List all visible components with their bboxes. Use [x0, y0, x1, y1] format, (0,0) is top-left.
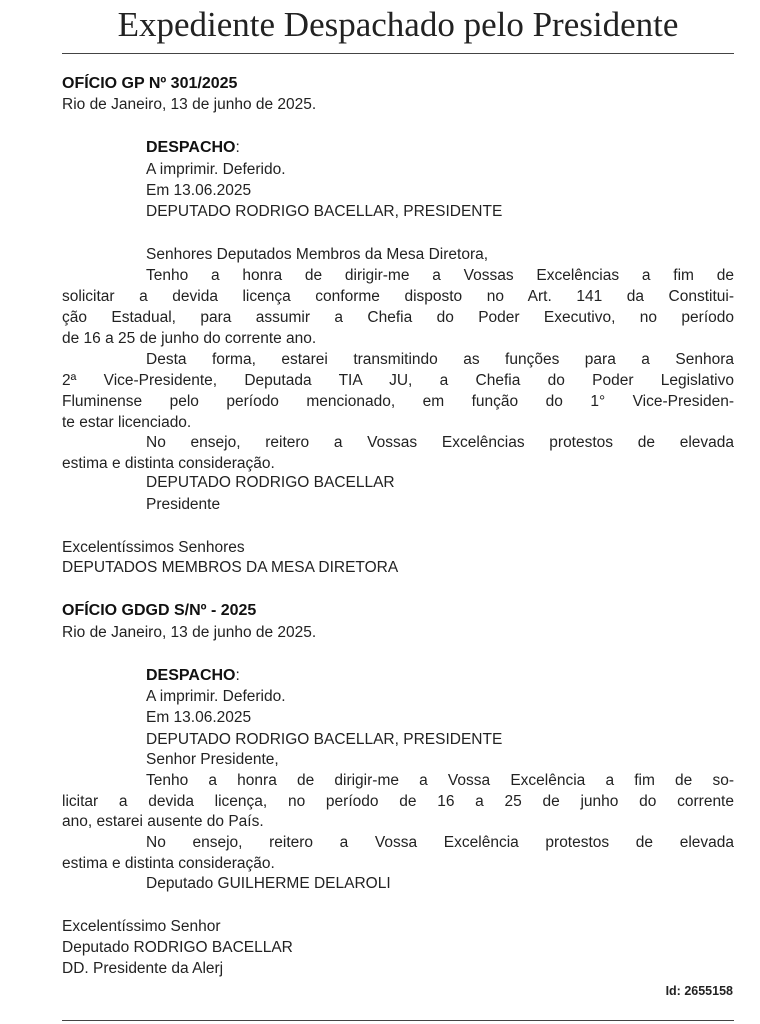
oficio-2-number: OFÍCIO GDGD S/Nº - 2025 [62, 602, 257, 619]
oficio-1-body-line: 2ª Vice-Presidente, Deputada TIA JU, a Chefia do Poder Legislativo [62, 372, 734, 389]
oficio-1-body-line: Desta forma, estarei transmitindo as funções para a Senhora [146, 351, 734, 368]
oficio-2-body-line: estima e distinta consideração. [62, 855, 275, 872]
oficio-1-despacho-heading [146, 137, 240, 158]
oficio-1-body-line: de 16 a 25 de junho do corrente ano. [62, 330, 317, 347]
oficio-2-despacho-line: Em 13.06.2025 [146, 709, 252, 726]
oficio-1-addressee-line: Excelentíssimos Senhores [62, 539, 245, 556]
oficio-2-despacho-label: DESPACHO [146, 667, 236, 684]
footer-divider [62, 1020, 734, 1021]
oficio-2-despacho-colon: : [235, 667, 240, 684]
oficio-1-despacho-line: A imprimir. Deferido. [146, 161, 286, 178]
oficio-1-addressee-line: DEPUTADOS MEMBROS DA MESA DIRETORA [62, 559, 399, 576]
oficio-1-place-date: Rio de Janeiro, 13 de junho de 2025. [62, 96, 317, 113]
oficio-1-body-line: te estar licenciado. [62, 414, 192, 431]
oficio-1-body-line: estima e distinta consideração. [62, 455, 275, 472]
oficio-1-number: OFÍCIO GP Nº 301/2025 [62, 75, 238, 92]
oficio-1-signature-title: Presidente [146, 496, 221, 513]
oficio-1-body-line: Tenho a honra de dirigir-me a Vossas Excelências a fim de [146, 267, 734, 284]
oficio-1-signature-name: DEPUTADO RODRIGO BACELLAR [146, 474, 395, 491]
page-title: Expediente Despachado pelo Presidente [117, 5, 679, 44]
oficio-2-body-line: Tenho a honra de dirigir-me a Vossa Excelência a fim de so- [146, 772, 734, 789]
oficio-1-body-line: ção Estadual, para assumir a Chefia do Poder Executivo, no período [62, 309, 734, 326]
oficio-2-despacho-line: DEPUTADO RODRIGO BACELLAR, PRESIDENTE [146, 731, 503, 748]
oficio-2-addressee-line: Excelentíssimo Senhor [62, 918, 221, 935]
oficio-1-despacho-colon: : [235, 139, 240, 156]
oficio-1-despacho-label: DESPACHO [146, 139, 236, 156]
header-divider [62, 53, 734, 54]
oficio-2-place-date: Rio de Janeiro, 13 de junho de 2025. [62, 624, 317, 641]
oficio-2-despacho-line: A imprimir. Deferido. [146, 688, 286, 705]
oficio-2-body-line: No ensejo, reitero a Vossa Excelência protestos de elevada [146, 834, 734, 851]
oficio-1-despacho-line: DEPUTADO RODRIGO BACELLAR, PRESIDENTE [146, 203, 503, 220]
oficio-1-despacho-line: Em 13.06.2025 [146, 182, 252, 199]
oficio-2-body-line: ano, estarei ausente do País. [62, 813, 264, 830]
oficio-2-body-line: licitar a devida licença, no período de 16 a 25 de junho do corrente [62, 793, 734, 810]
oficio-1-body-line: Fluminense pelo período mencionado, em função do 1° Vice-Presiden- [62, 393, 734, 410]
oficio-2-despacho-heading [146, 665, 240, 686]
document-id: Id: 2655158 [665, 984, 733, 998]
oficio-1-salutation: Senhores Deputados Membros da Mesa Diretora, [146, 246, 489, 263]
oficio-2-signature-name: Deputado GUILHERME DELAROLI [146, 875, 391, 892]
oficio-2-addressee-line: DD. Presidente da Alerj [62, 960, 224, 977]
oficio-1-body-line: No ensejo, reitero a Vossas Excelências protestos de elevada [146, 434, 734, 451]
oficio-2-addressee-line: Deputado RODRIGO BACELLAR [62, 939, 293, 956]
oficio-2-salutation: Senhor Presidente, [146, 751, 279, 768]
oficio-1-body-line: solicitar a devida licença conforme disposto no Art. 141 da Constitui- [62, 288, 734, 305]
